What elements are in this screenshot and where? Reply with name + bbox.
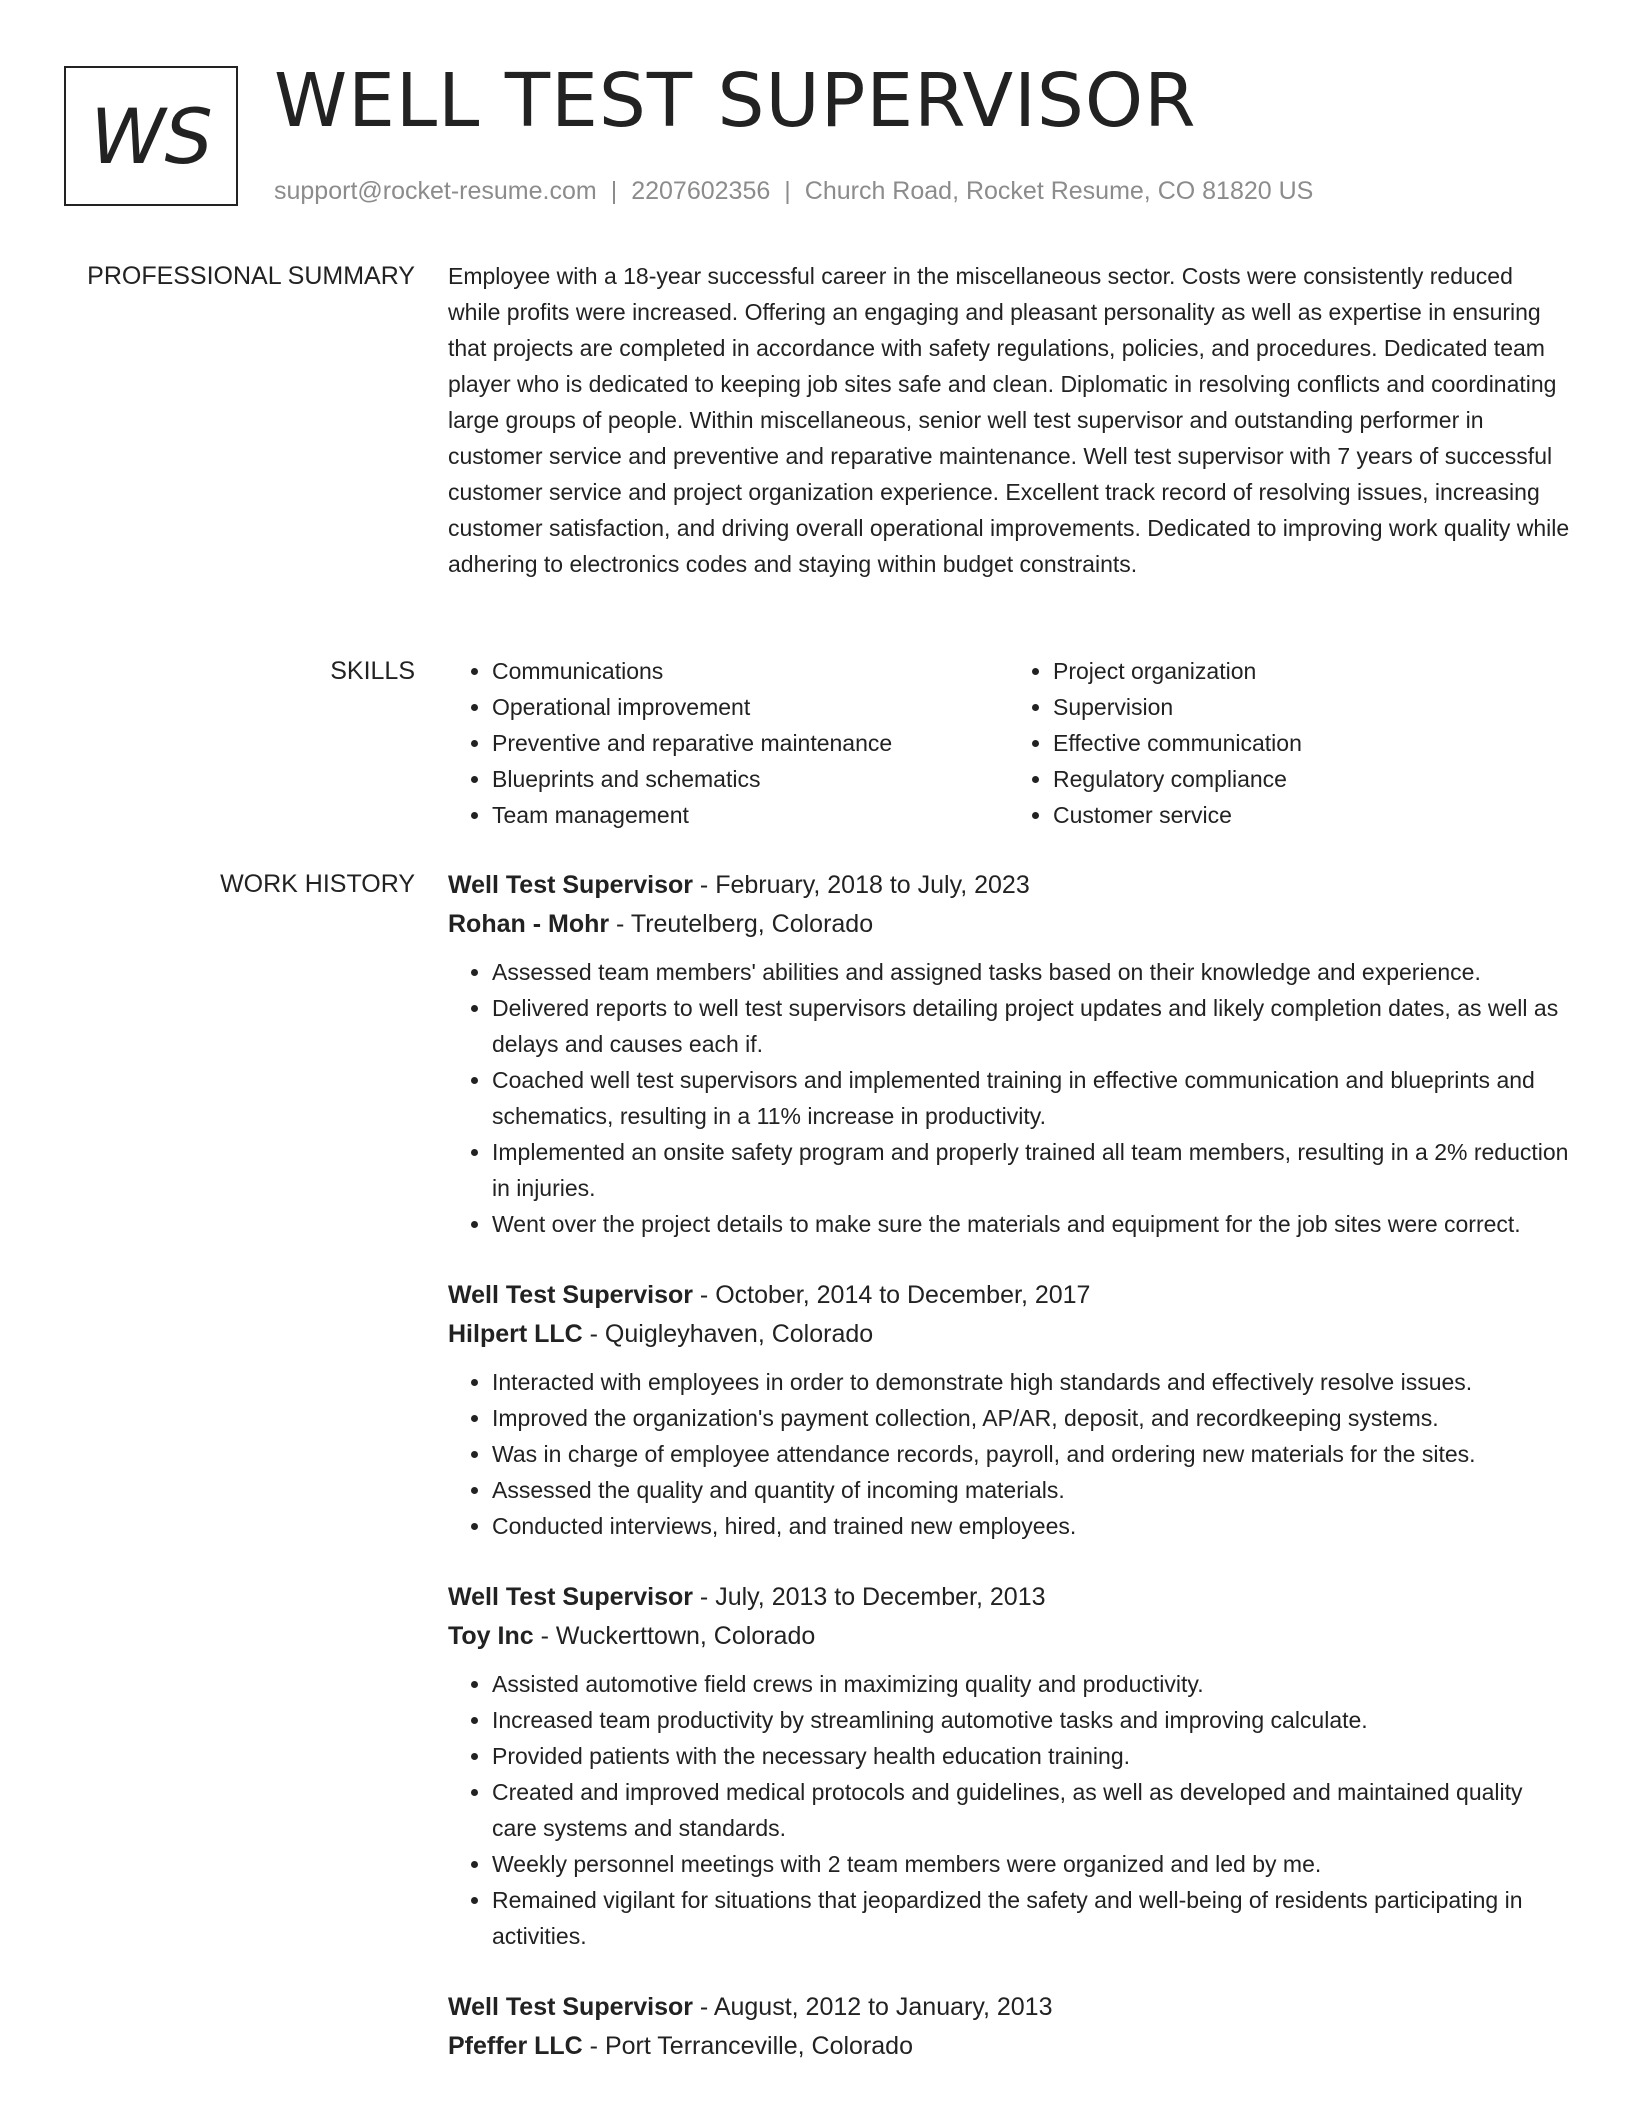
job-role: Well Test Supervisor — [448, 871, 693, 899]
job-bullet: • Interacted with employees in order to demonstrate high standards and effectively resolve issues. — [492, 1364, 1570, 1400]
job-bullet: • Assessed team members' abilities and assigned tasks based on their knowledge and experience. — [492, 954, 1570, 990]
skill-item: • Preventive and reparative maintenance — [492, 725, 1009, 761]
contact-phone: 2207602356 — [631, 177, 771, 205]
job-bullet: • Conducted interviews, hired, and trained new employees. — [492, 1508, 1570, 1544]
job-bullet: • Improved the organization's payment collection, AP/AR, deposit, and recordkeeping systems. — [492, 1400, 1570, 1436]
monogram-logo: WS — [64, 66, 238, 206]
job-company: Hilpert LLC — [448, 1320, 583, 1348]
job-location: - Wuckerttown, Colorado — [533, 1622, 816, 1650]
work-history-list — [448, 866, 1570, 2100]
skill-item: • Communications — [492, 653, 1009, 689]
job-bullet: • Provided patients with the necessary health education training. — [492, 1738, 1570, 1774]
job-bullets — [448, 1364, 1570, 1544]
skill-item: • Regulatory compliance — [1053, 761, 1570, 797]
job-bullet: • Coached well test supervisors and implemented training in effective communication and blueprints and schematics, resulting in a 11% increase in productivity. — [492, 1062, 1570, 1134]
job-entry — [448, 1276, 1570, 1544]
job-bullet: • Remained vigilant for situations that jeopardized the safety and well-being of residents participating in activities. — [492, 1882, 1570, 1954]
job-role-line — [448, 1988, 1570, 2027]
job-bullet: • Implemented an onsite safety program and properly trained all team members, resulting in a 2% reduction in injuries. — [492, 1134, 1570, 1206]
job-role: Well Test Supervisor — [448, 1583, 693, 1611]
job-role-line — [448, 866, 1570, 905]
job-bullet: • Assisted automotive field crews in maximizing quality and productivity. — [492, 1666, 1570, 1702]
job-bullet: • Increased team productivity by streamlining automotive tasks and improving calculate. — [492, 1702, 1570, 1738]
skill-item: • Customer service — [1053, 797, 1570, 833]
job-role: Well Test Supervisor — [448, 1281, 693, 1309]
skills-list-left — [448, 653, 1009, 833]
job-entry — [448, 866, 1570, 1242]
job-role: Well Test Supervisor — [448, 1993, 693, 2021]
job-company: Rohan - Mohr — [448, 910, 610, 938]
job-bullet: • Went over the project details to make sure the materials and equipment for the job sites were correct. — [492, 1206, 1570, 1242]
job-role-line — [448, 1276, 1570, 1315]
contact-email: support@rocket-resume.com — [274, 177, 597, 205]
job-dates: - July, 2013 to December, 2013 — [692, 1583, 1046, 1611]
job-location: - Port Terranceville, Colorado — [582, 2032, 913, 2060]
job-company-line — [448, 2027, 1570, 2066]
job-company-line — [448, 905, 1570, 944]
job-dates: - February, 2018 to July, 2023 — [692, 871, 1030, 899]
contact-address: Church Road, Rocket Resume, CO 81820 US — [804, 177, 1314, 205]
skill-item: • Supervision — [1053, 689, 1570, 725]
resume-title: WELL TEST SUPERVISOR — [274, 58, 1197, 144]
job-company: Pfeffer LLC — [448, 2032, 583, 2060]
job-bullet: • Delivered reports to well test supervisors detailing project updates and likely completion dates, as well as delays and causes each if. — [492, 990, 1570, 1062]
job-bullets — [448, 1666, 1570, 1954]
contact-separator: | — [610, 177, 618, 205]
summary-text: Employee with a 18-year successful career in the miscellaneous sector. Costs were consistently reduced while profits were increased. Offering an engaging and pleasant personality as well as expertise in ensuring that projects are completed in accordance with safety regulations, policies, and procedures. Dedicated team player who is dedicated to keeping job sites safe and clean. Diplomatic in resolving conflicts and coordinating large groups of people. Within miscellaneous, senior well test supervisor and outstanding performer in customer service and preventive and reparative maintenance. Well test supervisor with 7 years of successful customer service and project organization experience. Excellent track record of resolving issues, increasing customer satisfaction, and driving overall operational improvements. Dedicated to improving work quality while adhering to electronics codes and staying within budget constraints. — [448, 263, 1570, 577]
job-role-line — [448, 1578, 1570, 1617]
job-dates: - August, 2012 to January, 2013 — [692, 1993, 1053, 2021]
job-company-line — [448, 1315, 1570, 1354]
contact-separator: | — [784, 177, 791, 205]
job-company: Toy Inc — [448, 1622, 534, 1650]
skill-item: • Operational improvement — [492, 689, 1009, 725]
work-heading: WORK HISTORY — [220, 870, 415, 898]
skill-item: • Blueprints and schematics — [492, 761, 1009, 797]
skills-list-right — [1009, 653, 1570, 833]
job-company-line — [448, 1617, 1570, 1656]
summary-heading: PROFESSIONAL SUMMARY — [87, 262, 415, 290]
job-bullet: • Weekly personnel meetings with 2 team members were organized and led by me. — [492, 1846, 1570, 1882]
job-bullet: • Was in charge of employee attendance records, payroll, and ordering new materials for the sites. — [492, 1436, 1570, 1472]
job-entry — [448, 1578, 1570, 1954]
skill-item: • Team management — [492, 797, 1009, 833]
skill-item: • Project organization — [1053, 653, 1570, 689]
job-dates: - October, 2014 to December, 2017 — [692, 1281, 1091, 1309]
job-location: - Quigleyhaven, Colorado — [582, 1320, 874, 1348]
job-bullets — [448, 954, 1570, 1242]
skills-heading: SKILLS — [330, 657, 415, 685]
job-bullet: • Created and improved medical protocols and guidelines, as well as developed and maintained quality care systems and standards. — [492, 1774, 1570, 1846]
job-bullet: • Assessed the quality and quantity of incoming materials. — [492, 1472, 1570, 1508]
skill-item: • Effective communication — [1053, 725, 1570, 761]
contact-line — [274, 176, 1313, 206]
job-entry — [448, 1988, 1570, 2066]
job-location: - Treutelberg, Colorado — [609, 910, 874, 938]
